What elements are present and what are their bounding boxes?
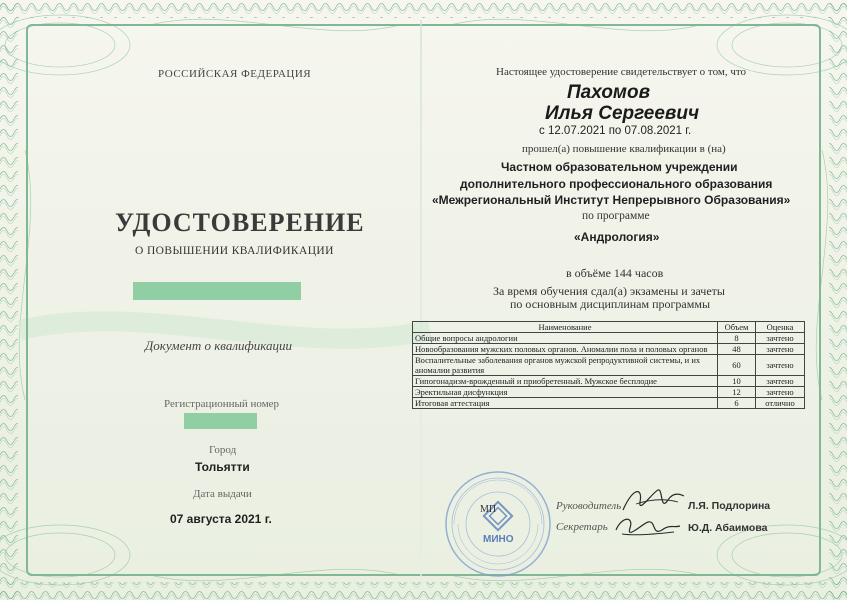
table-row bbox=[413, 398, 805, 409]
seal-org-abbr: МИНО bbox=[483, 534, 514, 545]
secretary-signature bbox=[612, 510, 684, 544]
issue-date-label: Дата выдачи bbox=[193, 488, 252, 500]
subject-hours: 10 bbox=[718, 376, 756, 387]
registration-number-label: Регистрационный номер bbox=[164, 398, 280, 410]
table-row bbox=[413, 355, 805, 376]
subject-grade: отлично bbox=[756, 398, 805, 409]
organization-line-1: Частном образовательном учреждении bbox=[501, 160, 738, 174]
subject-hours: 12 bbox=[718, 387, 756, 398]
subject-grade: зачтено bbox=[756, 376, 805, 387]
subject-name: Гипогонадизм-врожденный и приобретенный. Мужское бесплодие bbox=[413, 376, 718, 387]
seal-mp-label: МП bbox=[480, 504, 497, 515]
header-grade: Оценка bbox=[756, 322, 805, 333]
institution-seal bbox=[444, 470, 552, 578]
page-fold-divider bbox=[420, 20, 422, 580]
table-row bbox=[413, 387, 805, 398]
head-label: Руководитель bbox=[556, 500, 622, 512]
subject-name: Воспалительные заболевания органов мужской репродуктивной системы, и их аномалии развития bbox=[413, 355, 718, 376]
program-label: по программе bbox=[582, 210, 650, 222]
secretary-name: Ю.Д. Абаимова bbox=[688, 522, 768, 534]
subject-hours: 48 bbox=[718, 344, 756, 355]
redacted-number bbox=[133, 282, 301, 300]
redacted-registration-number bbox=[184, 413, 257, 429]
table-row bbox=[413, 376, 805, 387]
subjects-table bbox=[412, 321, 805, 409]
subject-hours: 60 bbox=[718, 355, 756, 376]
organization-line-2: дополнительного профессионального образования bbox=[460, 177, 773, 191]
issue-date-value: 07 августа 2021 г. bbox=[170, 512, 272, 526]
subject-hours: 6 bbox=[718, 398, 756, 409]
exams-text-line-1: За время обучения сдал(а) экзамены и зачеты bbox=[493, 284, 725, 298]
document-title: УДОСТОВЕРЕНИЕ bbox=[115, 208, 365, 237]
subject-name: Эректильная дисфункция bbox=[413, 387, 718, 398]
subject-grade: зачтено bbox=[756, 387, 805, 398]
subject-name: Новообразования мужских половых органов. Аномалии пола и половых органов bbox=[413, 344, 718, 355]
country-label: РОССИЙСКАЯ ФЕДЕРАЦИЯ bbox=[158, 68, 312, 80]
recipient-surname: Пахомов bbox=[567, 82, 651, 103]
hours-volume: в объёме 144 часов bbox=[566, 266, 664, 280]
exams-text-line-2: по основным дисциплинам программы bbox=[510, 297, 711, 311]
subject-hours: 8 bbox=[718, 333, 756, 344]
document-subtitle: О ПОВЫШЕНИИ КВАЛИФИКАЦИИ bbox=[135, 245, 334, 257]
recipient-given-names: Илья Сергеевич bbox=[545, 103, 700, 124]
subject-name: Итоговая аттестация bbox=[413, 398, 718, 409]
city-value: Тольятти bbox=[195, 460, 250, 474]
subject-grade: зачтено bbox=[756, 355, 805, 376]
header-name: Наименование bbox=[413, 322, 718, 333]
subject-grade: зачтено bbox=[756, 333, 805, 344]
document-type: Документ о квалификации bbox=[145, 338, 292, 353]
program-name: «Андрология» bbox=[574, 230, 660, 244]
header-hours: Объем bbox=[718, 322, 756, 333]
secretary-label: Секретарь bbox=[556, 521, 608, 533]
organization-line-3: «Межрегиональный Институт Непрерывного Образования» bbox=[432, 193, 791, 207]
table-row bbox=[413, 344, 805, 355]
study-period: с 12.07.2021 по 07.08.2021 г. bbox=[539, 125, 692, 137]
intro-text: Настоящее удостоверение свидетельствует о том, что bbox=[496, 66, 747, 78]
passed-text: прошел(а) повышение квалификации в (на) bbox=[522, 143, 726, 155]
subject-name: Общие вопросы андрологии bbox=[413, 333, 718, 344]
head-name: Л.Я. Подлорина bbox=[688, 500, 771, 512]
table-row bbox=[413, 333, 805, 344]
city-label: Город bbox=[209, 444, 237, 456]
subject-grade: зачтено bbox=[756, 344, 805, 355]
table-header-row bbox=[413, 322, 805, 333]
